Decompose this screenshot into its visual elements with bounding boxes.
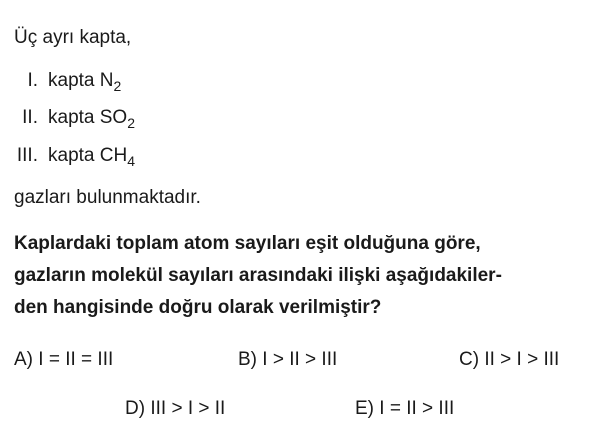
option-a[interactable]: A) I = II = III (14, 349, 114, 370)
statement-text: gazları bulunmaktadır. (14, 187, 201, 208)
item-1-subscript: 2 (113, 78, 122, 94)
item-1-roman: I. (27, 70, 38, 91)
item-2-subscript: 2 (127, 115, 136, 131)
item-1 (0, 69, 121, 93)
intro-text: Üç ayrı kapta, (14, 27, 132, 48)
item-3-roman: III. (16, 145, 38, 166)
question-line-3: den hangisinde doğru olarak verilmiştir? (14, 297, 382, 318)
item-2-text: kapta SO (48, 107, 128, 128)
item-1-text: kapta N (48, 70, 114, 91)
item-3-subscript: 4 (127, 153, 135, 169)
option-c[interactable]: C) II > I > III (459, 349, 560, 370)
item-3-text: kapta CH (48, 145, 128, 166)
item-3 (0, 144, 135, 168)
option-d[interactable]: D) III > I > II (125, 398, 226, 419)
question-line-2: gazların molekül sayıları arasındaki ilişki aşağıdakiler- (14, 265, 502, 286)
option-b[interactable]: B) I > II > III (238, 349, 338, 370)
item-2 (0, 106, 135, 130)
item-2-roman: II. (22, 107, 38, 128)
option-e[interactable]: E) I = II > III (355, 398, 455, 419)
question-line-1: Kaplardaki toplam atom sayıları eşit olduğuna göre, (14, 233, 481, 254)
question-text (14, 228, 594, 324)
